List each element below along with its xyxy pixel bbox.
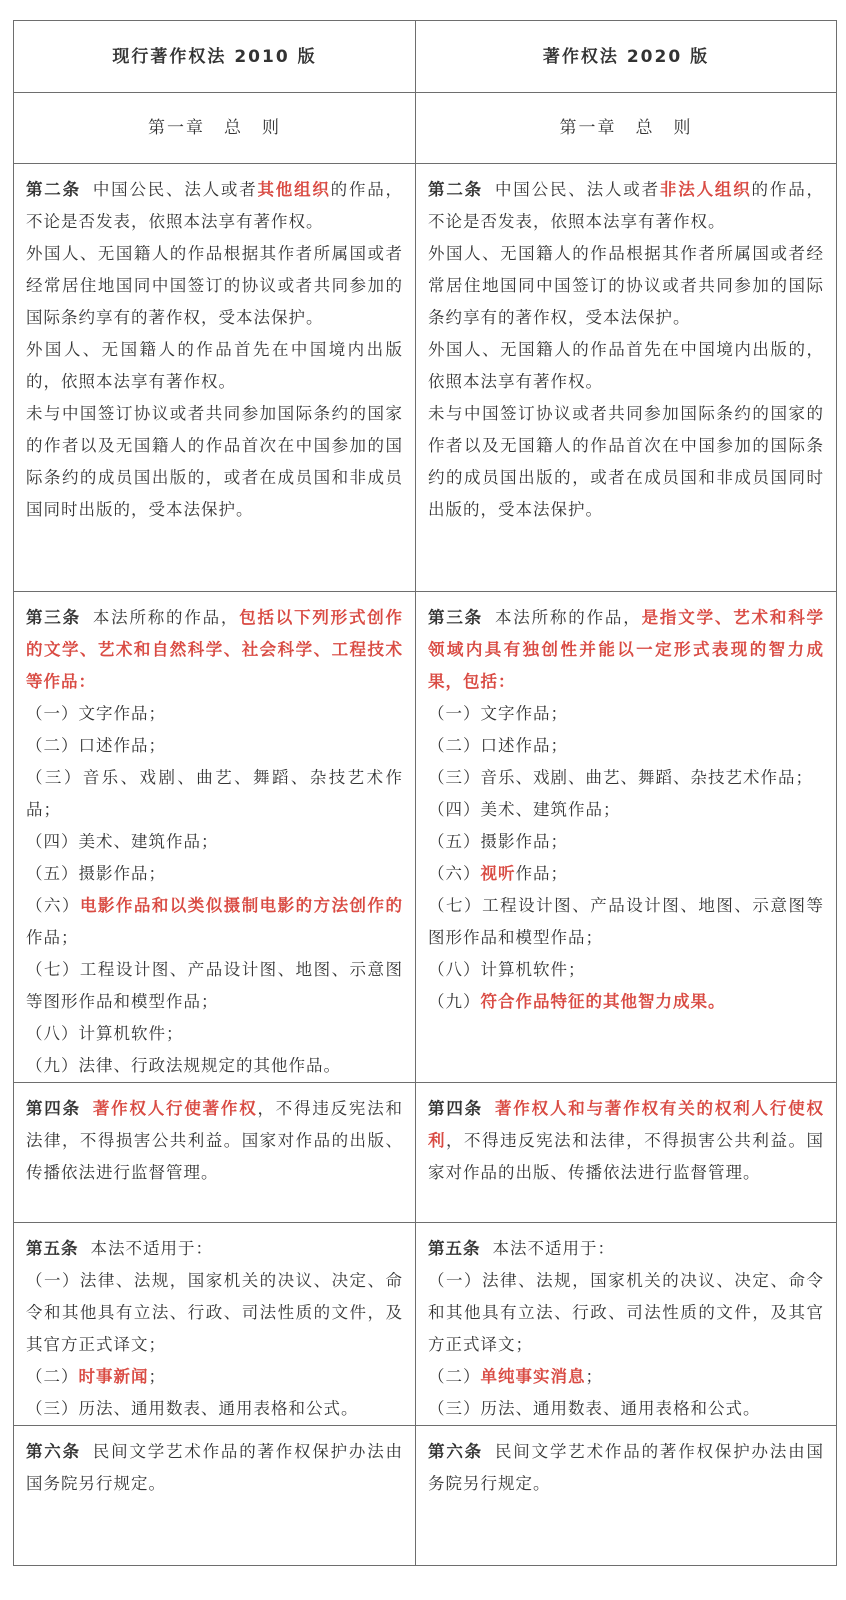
article-2-new [416,164,837,592]
text-segment: 未与中国签订协议或者共同参加国际条约的国家的作者以及无国籍人的作品首次在中国参加的国际条约的成员国出版的，或者在成员国和非成员国同时出版的，受本法保护。 [26,404,403,519]
paragraph [428,238,824,334]
paragraph [26,954,403,1018]
paragraph [26,1233,403,1265]
text-segment: （三）音乐、戏剧、曲艺、舞蹈、杂技艺术作品； [26,768,403,819]
paragraph [428,762,824,794]
text-segment: 本法所称的作品， [92,608,240,627]
text-segment: （二）口述作品； [428,736,568,755]
paragraph [428,1393,824,1425]
article-6-old [14,1426,416,1566]
text-segment: 本法不适用于： [492,1239,615,1258]
paragraph [428,1265,824,1361]
text-segment: （六） [26,896,80,915]
text-segment: （七）工程设计图、产品设计图、地图、示意图等图形作品和模型作品； [26,960,403,1011]
paragraph [26,1361,403,1393]
text-segment: （九） [428,992,481,1011]
paragraph [428,986,824,1018]
text-segment: （八）计算机软件； [428,960,586,979]
paragraph [428,826,824,858]
paragraph [428,794,824,826]
article-4-new [416,1083,837,1223]
chapter-left-text: 第一章 总 则 [148,118,281,138]
text-segment: 作品； [26,928,79,947]
highlighted-change: 其他组织 [257,180,331,199]
paragraph [26,1436,403,1500]
text-segment: （一）文字作品； [26,704,166,723]
paragraph [428,1361,824,1393]
article-3-old [14,592,416,1083]
text-segment: （五）摄影作品； [428,832,568,851]
text-segment: 民间文学艺术作品的著作权保护办法由国务院另行规定。 [26,1442,404,1493]
article-row [14,164,837,592]
text-segment: 外国人、无国籍人的作品首先在中国境内出版的，依照本法享有著作权。 [428,340,824,391]
paragraph [26,602,403,698]
text-segment: （一）法律、法规，国家机关的决议、决定、命令和其他具有立法、行政、司法性质的文件，及其官方正式译文； [26,1271,403,1354]
paragraph [428,334,824,398]
paragraph [26,698,403,730]
article-number: 第四条 [26,1099,81,1118]
paragraph [428,730,824,762]
text-segment: （三）历法、通用数表、通用表格和公式。 [26,1399,359,1418]
article-row [14,1223,837,1426]
text-segment: 本法所称的作品， [494,608,642,627]
article-number: 第五条 [26,1239,79,1258]
chapter-row [14,93,837,164]
highlighted-change: 电影作品和以类似摄制电影的方法创作的 [79,896,404,915]
text-segment: 未与中国签订协议或者共同参加国际条约的国家的作者以及无国籍人的作品首次在中国参加的国际条约的成员国出版的，或者在成员国和非成员国同时出版的，受本法保护。 [428,404,824,519]
text-segment: （三）音乐、戏剧、曲艺、舞蹈、杂技艺术作品； [428,768,813,787]
text-segment: 的作品，不论是否发表，依照本法享有著作权。 [428,180,825,231]
text-segment: （五）摄影作品； [26,864,166,883]
paragraph [26,826,403,858]
text-segment: 作品； [515,864,568,883]
paragraph [26,762,403,826]
paragraph [428,890,824,954]
article-number: 第二条 [26,180,81,199]
article-4-old [14,1083,416,1223]
text-segment: （三）历法、通用数表、通用表格和公式。 [428,1399,761,1418]
highlighted-change: 视听 [480,864,516,883]
article-number: 第三条 [428,608,483,627]
text-segment: （一）文字作品； [428,704,568,723]
text-segment: ，不得违反宪法和法律，不得损害公共利益。国家对作品的出版、传播依法进行监督管理。 [26,1099,404,1182]
paragraph [26,1265,403,1361]
highlighted-change: 符合作品特征的其他智力成果。 [480,992,726,1011]
article-number: 第六条 [428,1442,483,1461]
text-segment: （一）法律、法规，国家机关的决议、决定、命令和其他具有立法、行政、司法性质的文件，及其官方正式译文； [428,1271,824,1354]
highlighted-change: 是指文学、艺术和科学领域内具有独创性并能以一定形式表现的智力成果，包括： [428,608,825,691]
text-segment: 中国公民、法人或者 [92,180,258,199]
highlighted-change: 时事新闻 [78,1367,149,1386]
law-comparison-table [13,20,837,1566]
text-segment: （四）美术、建筑作品； [428,800,621,819]
article-number: 第四条 [428,1099,483,1118]
text-segment: （四）美术、建筑作品； [26,832,219,851]
highlighted-change: 包括以下列形式创作的文学、艺术和自然科学、社会科学、工程技术等作品： [26,608,404,691]
article-3-new [416,592,837,1083]
paragraph [26,1393,403,1425]
text-segment: （六） [428,864,481,883]
text-segment: 本法不适用于： [90,1239,213,1258]
paragraph [26,334,403,398]
text-segment: （二） [428,1367,481,1386]
text-segment: ，不得违反宪法和法律，不得损害公共利益。国家对作品的出版、传播依法进行监督管理。 [428,1131,825,1182]
paragraph [26,890,403,954]
highlighted-change: 著作权人和与著作权有关的权利人行使权利 [428,1099,825,1150]
text-segment: 外国人、无国籍人的作品首先在中国境内出版的，依照本法享有著作权。 [26,340,403,391]
paragraph [428,1093,824,1189]
header-row [14,21,837,93]
text-segment: 民间文学艺术作品的著作权保护办法由国务院另行规定。 [428,1442,825,1493]
paragraph [26,398,403,526]
paragraph [428,174,824,238]
highlighted-change: 单纯事实消息 [480,1367,586,1386]
text-segment: （九）法律、行政法规规定的其他作品。 [26,1056,341,1075]
article-number: 第五条 [428,1239,481,1258]
article-2-old [14,164,416,592]
paragraph [26,730,403,762]
text-segment: 外国人、无国籍人的作品根据其作者所属国或者经常居住地国同中国签订的协议或者共同参加的国际条约享有的著作权，受本法保护。 [428,244,824,327]
chapter-right [416,93,837,164]
paragraph [428,954,824,986]
text-segment: （二） [26,1367,79,1386]
header-right-2020: 著作权法 2020 版 [416,21,837,93]
text-segment: （八）计算机软件； [26,1024,184,1043]
text-segment: 中国公民、法人或者 [494,180,660,199]
chapter-right-text: 第一章 总 则 [559,118,693,138]
text-segment: 的作品，不论是否发表，依照本法享有著作权。 [26,180,404,231]
paragraph [26,174,403,238]
paragraph [428,698,824,730]
text-segment: ； [148,1367,166,1386]
article-row [14,1426,837,1566]
article-row [14,1083,837,1223]
paragraph [26,1093,403,1189]
text-segment: 外国人、无国籍人的作品根据其作者所属国或者经常居住地国同中国签订的协议或者共同参加的国际条约享有的著作权，受本法保护。 [26,244,403,327]
article-5-new [416,1223,837,1426]
text-segment: （七）工程设计图、产品设计图、地图、示意图等图形作品和模型作品； [428,896,824,947]
article-6-new [416,1426,837,1566]
paragraph [428,602,824,698]
paragraph [428,858,824,890]
paragraph [26,1050,403,1082]
paragraph [428,1233,824,1265]
article-number: 第二条 [428,180,483,199]
article-number: 第六条 [26,1442,81,1461]
article-number: 第三条 [26,608,81,627]
paragraph [26,1018,403,1050]
text-segment: （二）口述作品； [26,736,166,755]
paragraph [26,858,403,890]
article-5-old [14,1223,416,1426]
paragraph [428,398,824,526]
paragraph [428,1436,824,1500]
text-segment: ； [585,1367,603,1386]
article-row [14,592,837,1083]
highlighted-change: 著作权人行使著作权 [92,1099,258,1118]
highlighted-change: 非法人组织 [659,180,752,199]
paragraph [26,238,403,334]
header-left-2010: 现行著作权法 2010 版 [14,21,416,93]
chapter-left [14,93,416,164]
